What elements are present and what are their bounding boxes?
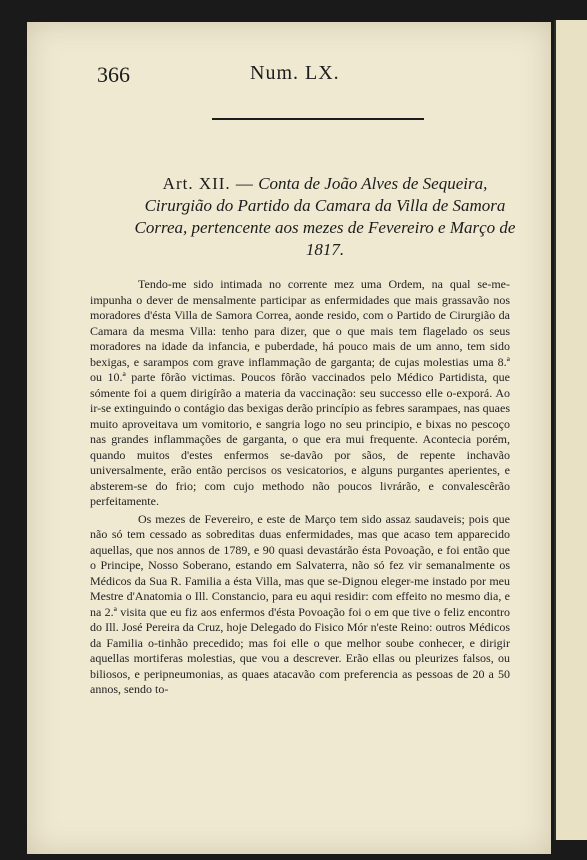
article-title: Conta de João Alves de Sequeira, Cirurgião do Partido da Camara da Villa de Samora Correa, pertencente aos mezes de Fevereiro e Março de 1817.: [134, 174, 516, 259]
running-head: Num. LX.: [250, 62, 340, 84]
header-rule: [212, 118, 424, 120]
page-number: 366: [97, 62, 130, 87]
article-heading: [130, 173, 520, 261]
article-label: Art. XII. —: [162, 174, 254, 193]
adjacent-page-edge: [554, 20, 587, 840]
paragraph: Os mezes de Fevereiro, e este de Março tem sido assaz saudaveis; pois que não só tem cessado as sobreditas duas enfermidades, mas que acaso tem apparecido aquellas, que nos annos de 1789, e 90 quasi devastárão ésta Povoação, e foi então que o Principe, Nosso Soberano, estando em Salvaterra, não só fez vir semanalmente os Médicos da Sua R. Familia a ésta Villa, mas que se-Dignou eleger-me instado por meu Mestre d'Anatomia o Ill. Constancio, para eu aqui residir: com effeito no mesmo dia, e na 2.ª visita que eu fiz aos enfermos d'ésta Povoação foi o em que tive o feliz encontro do Ill. José Pereira da Cruz, hoje Delegado do Fisico Mór n'este Reino: outros Médicos da Familia o-tinhão precedido; mas foi elle o que melhor soube conhecer, e dirigir aquellas mortiferas molestias, que vou a descrever. Erão ellas ou pleurizes falsos, ou biliosos, e peripneumonias, as quaes atacavão com preferencia as pessoas de 20 a 50 annos, sendo to-: [90, 511, 510, 696]
paragraph: Tendo-me sido intimada no corrente mez uma Ordem, na qual se-me-impunha o dever de mensalmente participar as enfermidades que mais grassavão nos moradores d'ésta Villa de Samora Correa, aonde resido, com o Partido de Cirurgião da Camara da mesma Villa: tenho para dizer, que o que mais tem flagelado os seus moradores na idade da infancia, e puberdade, há pouco mais de um anno, tem sido bexigas, e sarampos com grave inflammação de garganta; de cujas molestias uma 8.ª ou 10.ª parte fôrão victimas. Poucos fôrão vaccinados pelo Médico Partidista, que sómente foi a quem dirigírão a materia da vaccinação: seu successo elle o-exporá. Ao ir-se extinguindo o contágio das bexigas derão princípio as febres sarampaes, nas quaes muito aproveitava um vomitorio, e sangria logo no seu principio, e bixas no pescoço nas grandes inflammações de garganta, o que era mui frequente. Acontecia porém, quando muitos d'estes enfermos se-davão por sãos, de repente inchavão universalmente, erão então percisos os vesicatorios, e alguns purgantes aperientes, e absterem-se do frio; com cujo methodo não poucos livrárão, e convalescêrão perfeitamente.: [90, 277, 510, 508]
article-body: [90, 277, 510, 698]
